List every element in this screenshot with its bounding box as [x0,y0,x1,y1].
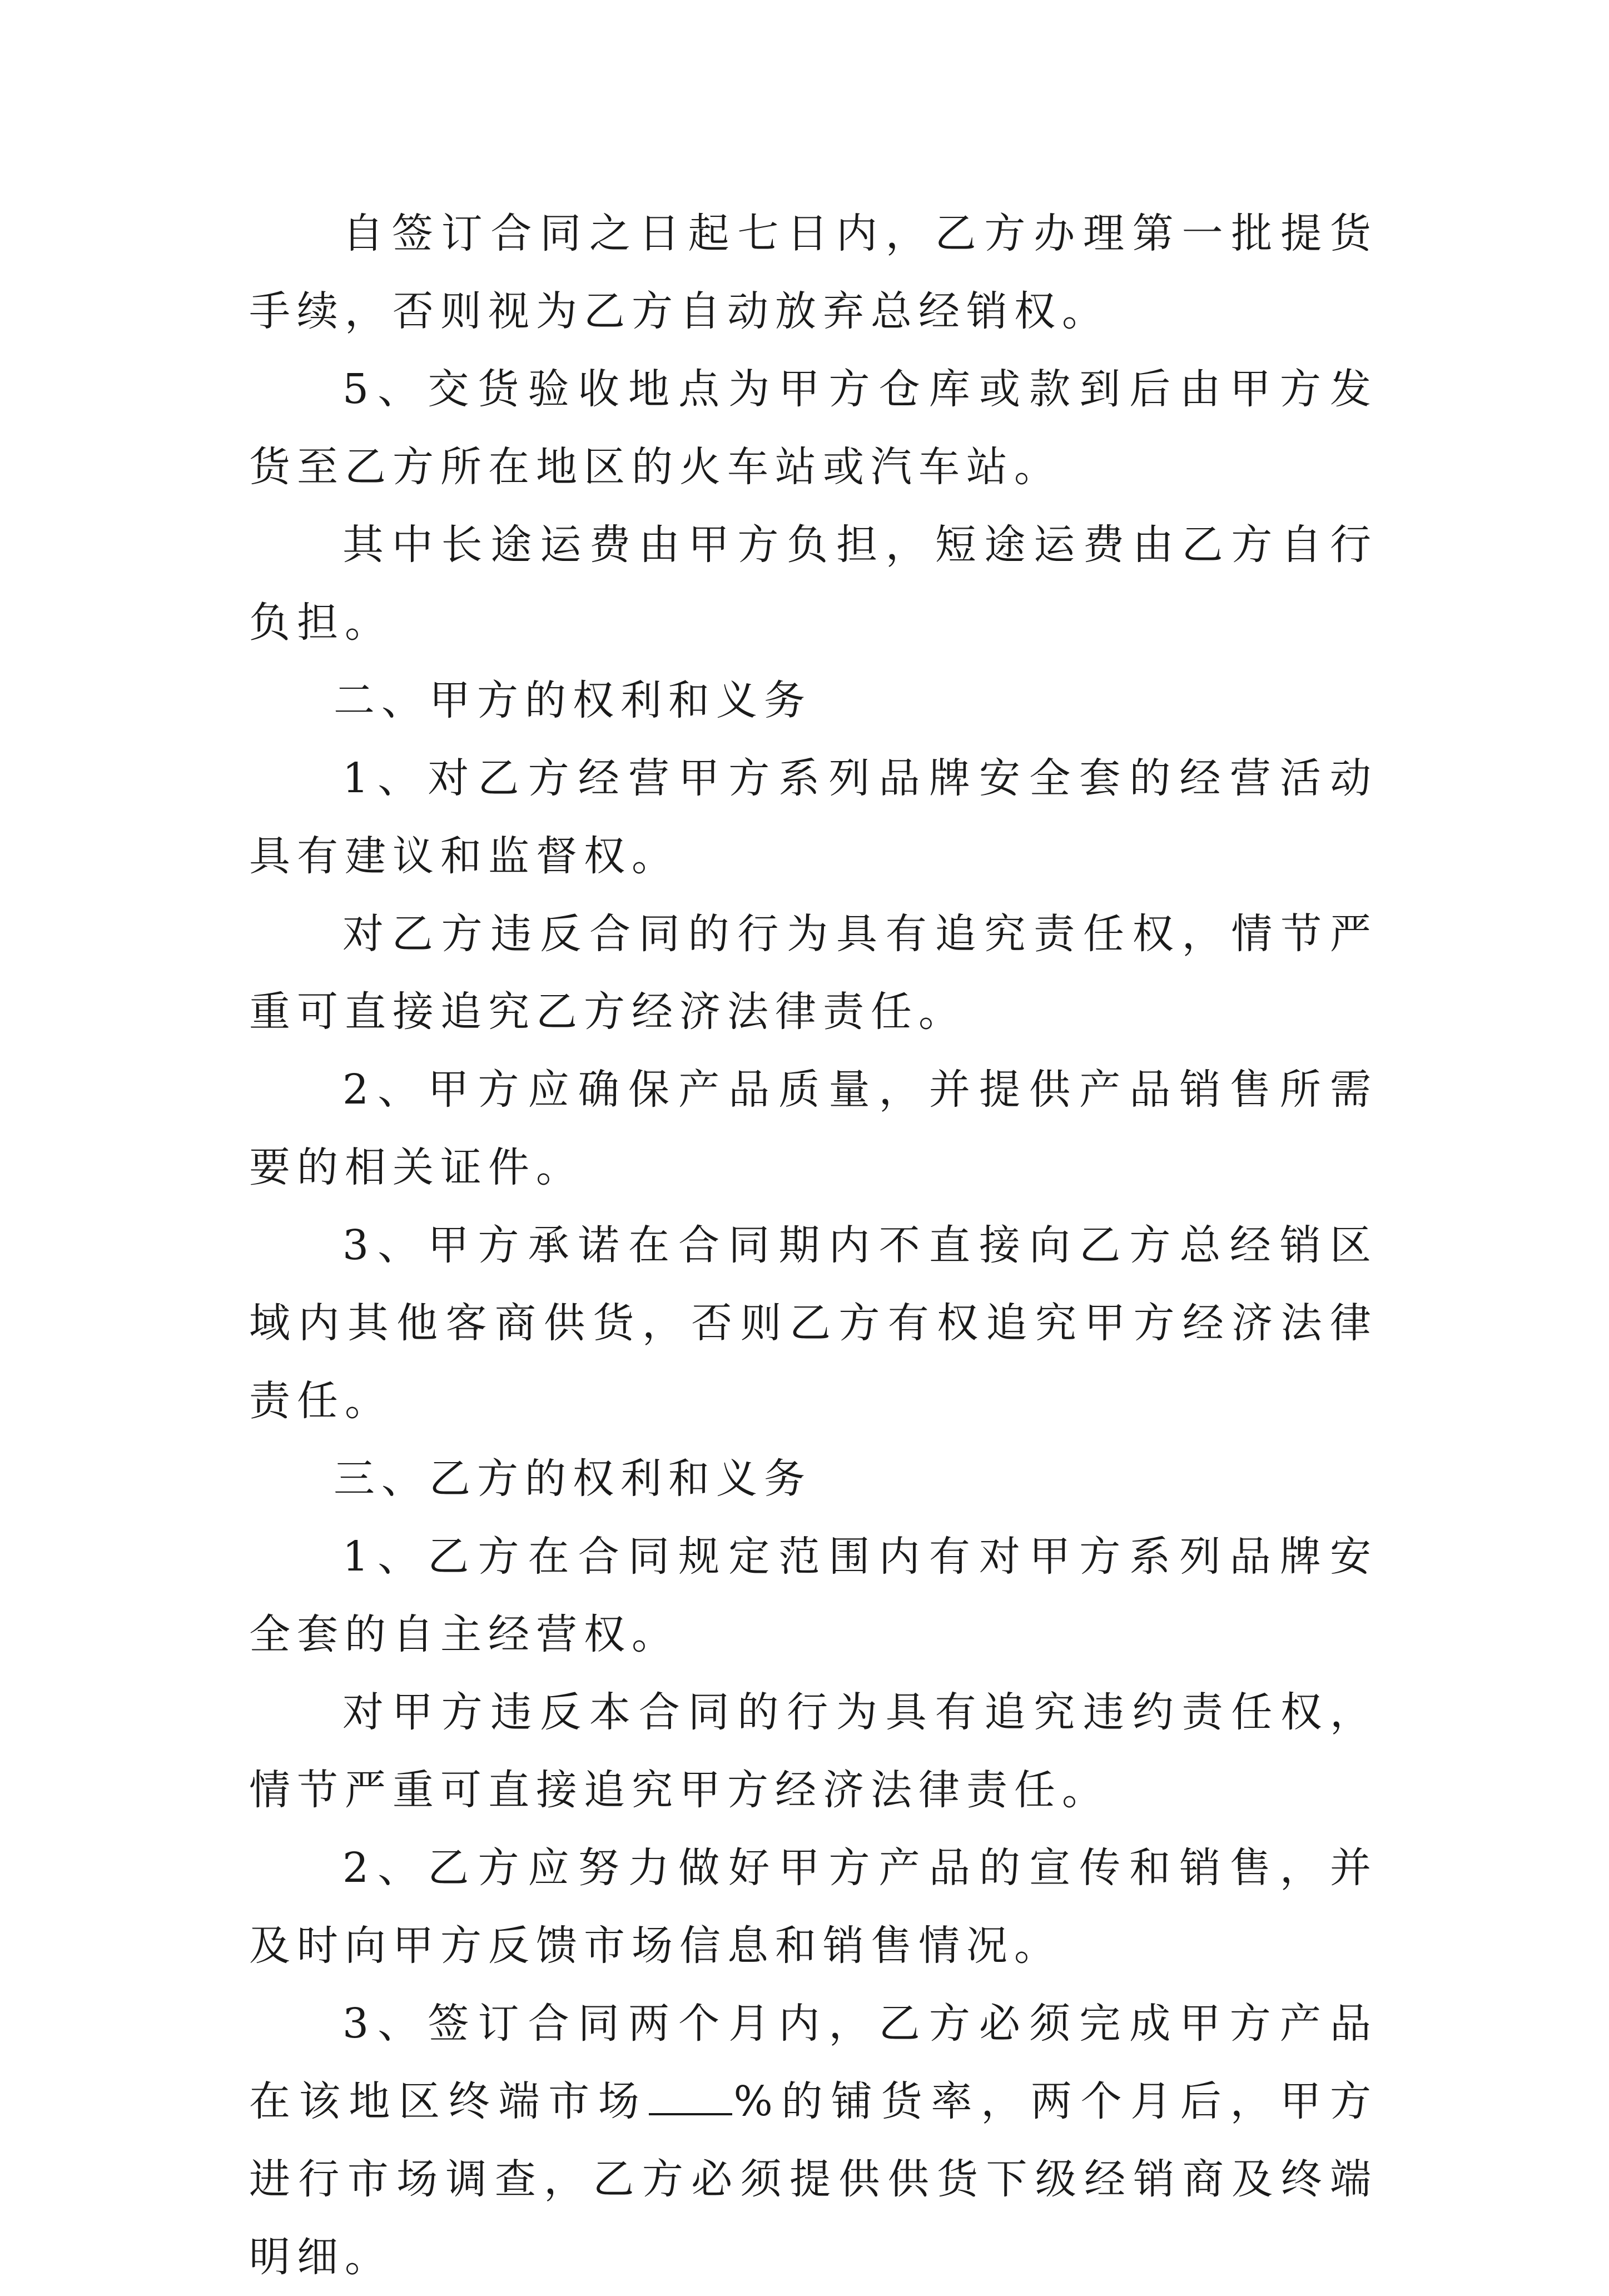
paragraph-party-b-item-1: 1、乙方在合同规定范围内有对甲方系列品牌安全套的自主经营权。 [249,1533,1378,1658]
paragraph-party-b-item-2: 2、乙方应努力做好甲方产品的宣传和销售，并及时向甲方反馈市场信息和销售情况。 [249,1844,1378,1970]
section-heading-party-a: 二、甲方的权利和义务 [334,677,812,724]
paragraph-text-before-blank: 3、签订合同两个月内，乙方必须完成甲方产品在该地区终端市场 [249,2000,1378,2125]
paragraph-pickup-deadline: 自签订合同之日起七日内，乙方办理第一批提货手续，否则视为乙方自动放弃总经销权。 [249,210,1378,335]
paragraph-text-after-blank: %的铺货率，两个月后，甲方进行市场调查，乙方必须提供供货下级经销商及终端明细。 [249,2078,1378,2281]
fill-in-blank [649,2080,732,2115]
paragraph-party-a-item-3: 3、甲方承诺在合同期内不直接向乙方总经销区域内其他客商供货，否则乙方有权追究甲方经济法律责任。 [249,1221,1378,1425]
paragraph-party-a-item-1: 1、对乙方经营甲方系列品牌安全套的经营活动具有建议和监督权。 [249,754,1378,880]
paragraph-party-a-liability: 对乙方违反合同的行为具有追究责任权，情节严重可直接追究乙方经济法律责任。 [249,910,1378,1036]
section-heading-party-b: 三、乙方的权利和义务 [334,1455,812,1503]
paragraph-party-b-item-3 [249,1985,1378,2296]
paragraph-party-a-item-2: 2、甲方应确保产品质量，并提供产品销售所需要的相关证件。 [249,1066,1378,1191]
paragraph-freight: 其中长途运费由甲方负担，短途运费由乙方自行负担。 [249,521,1378,647]
paragraph-delivery-location: 5、交货验收地点为甲方仓库或款到后由甲方发货至乙方所在地区的火车站或汽车站。 [249,365,1378,491]
document-body [249,195,1378,2296]
paragraph-party-b-liability: 对甲方违反本合同的行为具有追究违约责任权，情节严重可直接追究甲方经济法律责任。 [249,1688,1378,1814]
